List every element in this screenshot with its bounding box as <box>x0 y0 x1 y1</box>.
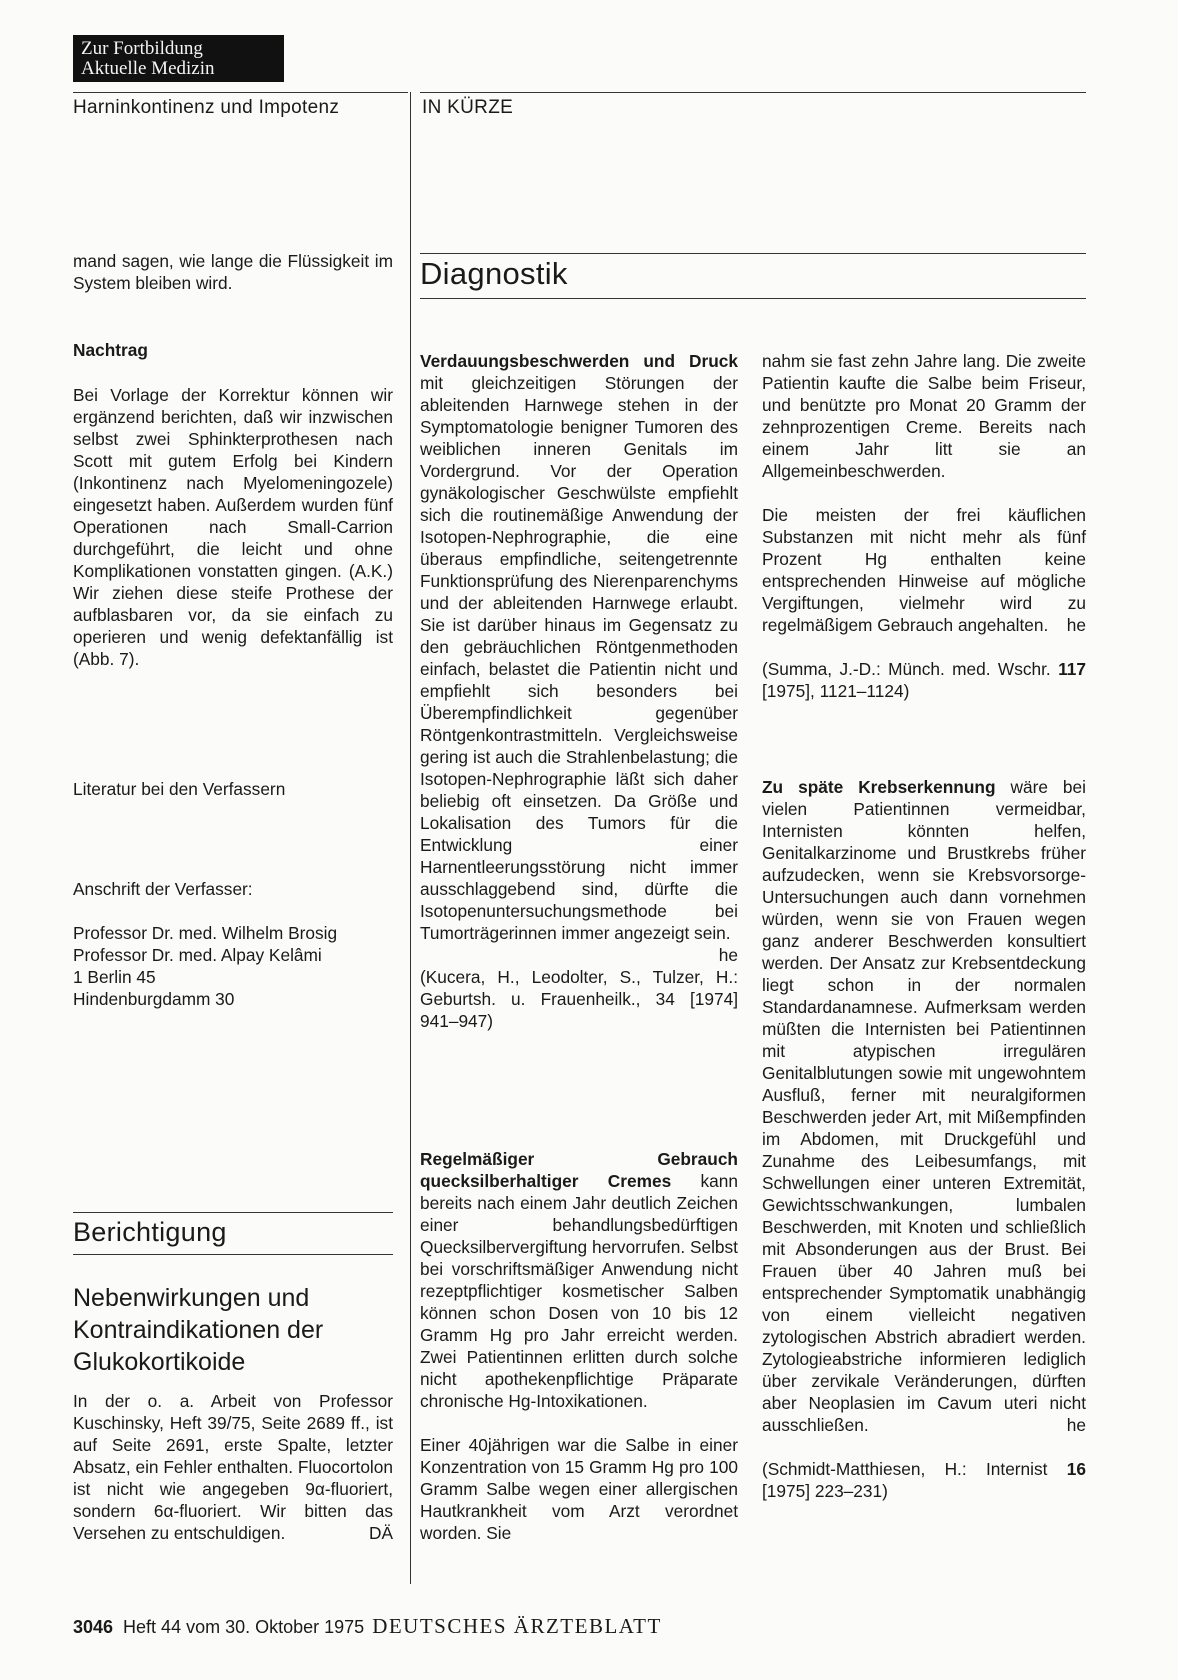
continuation-text: mand sagen, wie lange die Flüssigkeit im System bleiben wird. <box>73 251 393 293</box>
col2-article-2 <box>420 1148 738 1544</box>
anschrift-label: Anschrift der Verfasser: <box>73 879 253 899</box>
nachtrag-heading: Nachtrag <box>73 340 148 360</box>
col2-article-1 <box>420 350 738 1032</box>
article-2-reference: (Summa, J.-D.: Münch. med. Wschr. 117 [1975], 1121–1124) <box>762 659 1086 701</box>
correction-title: Nebenwirkungen und Kontraindikationen der Glukokortikoide <box>73 1284 324 1376</box>
correction-text: In der o. a. Arbeit von Professor Kuschinsky, Heft 39/75, Seite 2689 ff., ist auf Seite 2691, erste Spalte, letzter Absatz, ein Fehler enthalten. Fluocortolon ist nicht wie angegeben 9α-fluoriert, sondern 6α-fluoriert. Wir bitten das Versehen zu entschuldigen. DÄ <box>73 1391 393 1543</box>
article-2-signature: he <box>1066 615 1086 635</box>
col1-continuation <box>73 250 393 294</box>
issue-info: Heft 44 vom 30. Oktober 1975 <box>123 1617 365 1637</box>
article-3-text: Zu späte Krebserkennung wäre bei vielen Patientinnen vermeidbar, Internisten könnten helfen, Genitalkarzinome und Brustkrebs früher aufzudecken, wenn sie Krebsvorsorge-Untersuchungen auch dann vornehmen würden, wenn sie von Frauen wegen ganz anderer Beschwerden konsultiert werden. Der Ansatz zur Krebsentdeckung liegt schon in der normalen Standardanamnese. Aufmerksam werden müßten die Internisten bei Patientinnen mit atypischen irregulären Genitalblutungen sowie mit ungewohntem Ausfluß, ferner mit neuralgiformen Beschwerden jeder Art, mit Mißempfinden im Abdomen, mit Druckgefühl und Zunahme des Leibesumfangs, mit Schwellungen einer unteren Extremität, Gewichtsschwankungen, lumbalen Beschwerden, mit Knoten und schließlich mit Absonderungen aus der Brust. Bei Frauen über 40 Jahren muß bei entsprechender Symptomatik unabhängig von einem vielleicht negativen zytologischen Abstrich abradiert werden. Zytologieabstriche informieren lediglich über zervikale Veränderungen, dürften aber Neoplasien im Cavum uteri nicht ausschließen. he <box>762 777 1086 1435</box>
nachtrag-body <box>73 384 393 670</box>
page-number: 3046 <box>73 1617 114 1637</box>
article-2-text: Regelmäßiger Gebrauch quecksilberhaltiger Cremes kann bereits nach einem Jahr deutlich Zeichen einer behandlungsbedürftigen Quecksilbervergiftung hervorrufen. Selbst bei vorschriftsmäßiger Anwendung nicht rezeptpflichtiger kosmetischer Salben können schon Dosen von 10 bis 12 Gramm Hg pro Jahr erreicht werden. Zwei Patientinnen erlitten durch solche nicht apothekenpflichtige Präparate chronische Hg-Intoxikationen. <box>420 1149 738 1411</box>
page-footer <box>73 1614 662 1639</box>
masthead: DEUTSCHES ÄRZTEBLATT <box>372 1614 662 1638</box>
running-head-right: IN KÜRZE <box>422 97 514 118</box>
literatur-note: Literatur bei den Verfassern <box>73 779 286 799</box>
badge-line-1: Zur Fortbildung <box>81 38 203 59</box>
article-1-signature: he <box>718 945 738 965</box>
berichtigung-rule-top <box>73 1212 393 1213</box>
article-2-continuation: nahm sie fast zehn Jahre lang. Die zweite Patientin kaufte die Salbe beim Friseur, und benützte pro Monat 20 Gramm der zehnprozentigen Creme. Bereits nach einem Jahr litt sie an Allgemeinbeschwerden. <box>762 351 1086 481</box>
article-1-lead: Verdauungsbeschwerden und Druck <box>420 351 738 371</box>
article-3-signature: he <box>1066 1415 1086 1435</box>
address-line: Professor Dr. med. Alpay Kelâmi <box>73 945 322 965</box>
address-line: Hindenburgdamm 30 <box>73 989 235 1009</box>
section-title-rule-top <box>420 253 1086 254</box>
author-address <box>73 922 393 1010</box>
berichtigung-heading: Berichtigung <box>73 1217 227 1247</box>
badge-line-2: Aktuelle Medizin <box>81 58 215 79</box>
article-3-reference: (Schmidt-Matthiesen, H.: Internist 16 [1975] 223–231) <box>762 1459 1086 1501</box>
running-head-left: Harninkontinenz und Impotenz <box>73 97 340 118</box>
correction-signature: DÄ <box>368 1523 393 1543</box>
nachtrag-text: Bei Vorlage der Korrektur können wir ergänzend berichten, daß wir inzwischen selbst zwei Sphinkterprothesen nach Scott mit gutem Erfolg bei Kindern (Inkontinenz nach Myelomeningozele) eingesetzt haben. Außerdem wurden fünf Operationen nach Small-Carrion durchgeführt, die leicht und ohne Komplikationen vonstatten gingen. (A.K.) Wir ziehen diese steife Prothese der aufblasbaren vor, da sie einfach zu operieren und wenig defektanfällig ist (Abb. 7). <box>73 385 393 669</box>
berichtigung-rule-bottom <box>73 1254 393 1255</box>
col3-article-2-cont <box>762 350 1086 702</box>
col3-article-3 <box>762 776 1086 1502</box>
article-2-lead: Regelmäßiger Gebrauch quecksilberhaltiger Cremes <box>420 1149 738 1191</box>
column-divider <box>410 92 411 1584</box>
header-rule-right <box>420 92 1086 93</box>
article-2-text-2: Einer 40jährigen war die Salbe in einer Konzentration von 15 Gramm Hg pro 100 Gramm Salbe wegen einer allergischen Hautkrankheit vom Arzt verordnet worden. Sie <box>420 1435 738 1543</box>
section-badge <box>73 35 284 82</box>
header-rule-left <box>73 92 408 93</box>
article-1-text: Verdauungsbeschwerden und Druck mit gleichzeitigen Störungen der ableitenden Harnwege stehen in der Symptomatologie benigner Tumoren des weiblichen inneren Genitals im Vordergrund. Vor der Operation gynäkologischer Geschwülste empfiehlt sich die routinemäßige Anwendung der Isotopen-Nephrographie, die eine überaus empfindliche, seitengetrennte Funktionsprüfung des Nierenparenchyms und der ableitenden Harnwege erlaubt. Sie ist darüber hinaus im Gegensatz zu den gebräuchlichen Röntgenmethoden einfach, belastet die Patientin nicht und empfiehlt sich besonders bei Überempfindlichkeit gegenüber Röntgenkontrastmitteln. Vergleichsweise gering ist auch die Strahlenbelastung; die Isotopen-Nephrographie läßt sich daher beliebig oft einsetzen. Da Größe und Lokalisation des Tumors für die Entwicklung einer Harnentleerungsstörung nicht immer ausschlaggebend sind, dürfte die Isotopenuntersuchungsmethode bei Tumorträgerinnen immer angezeigt sein. he <box>420 351 738 965</box>
section-title-rule-bottom <box>420 298 1086 299</box>
address-line: 1 Berlin 45 <box>73 967 156 987</box>
article-3-lead: Zu späte Krebserkennung <box>762 777 996 797</box>
article-2-continuation-2: Die meisten der frei käuflichen Substanzen mit nicht mehr als fünf Prozent Hg enthalten keine entsprechenden Hinweise auf mögliche Vergiftungen, vielmehr wird zu regelmäßigem Gebrauch angehalten. he <box>762 505 1086 635</box>
section-title: Diagnostik <box>420 256 568 291</box>
article-1-reference: (Kucera, H., Leodolter, S., Tulzer, H.: Geburtsh. u. Frauenheilk., 34 [1974] 941–947) <box>420 967 738 1031</box>
correction-body <box>73 1390 393 1544</box>
address-line: Professor Dr. med. Wilhelm Brosig <box>73 923 338 943</box>
